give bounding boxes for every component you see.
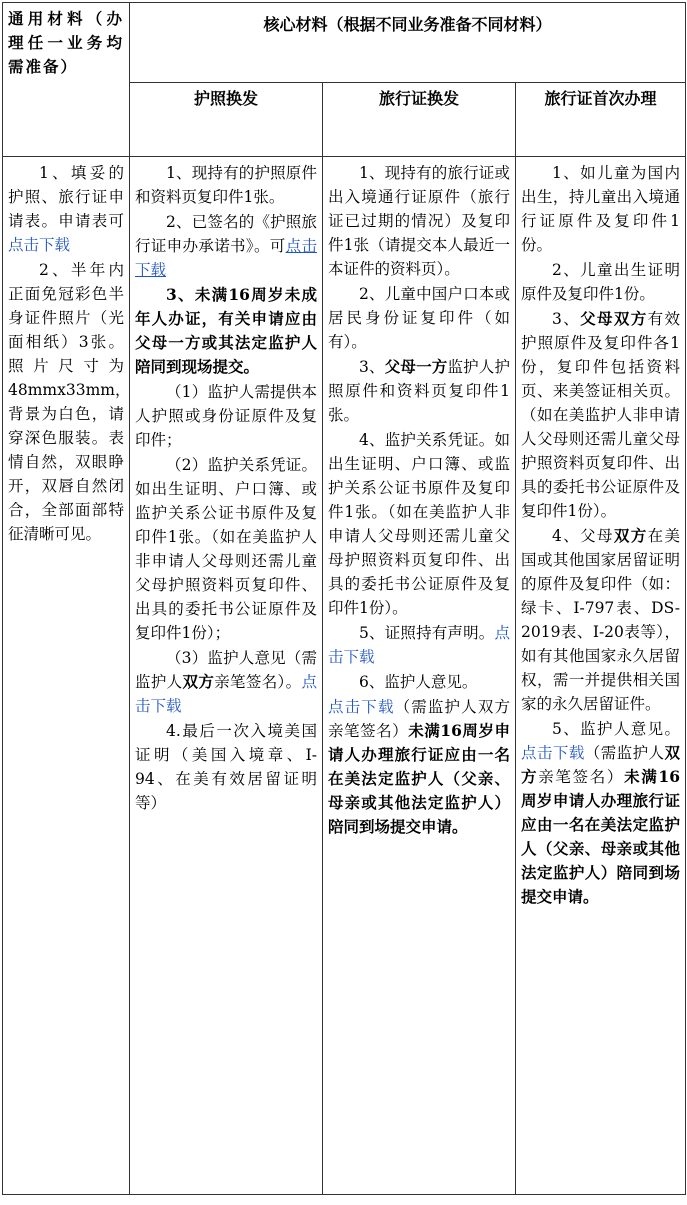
download-link[interactable]: 点击下载 xyxy=(135,237,317,279)
travel-doc-renewal-header: 旅行证换发 xyxy=(323,83,516,157)
requirements-table xyxy=(2,2,686,1195)
general-materials-header: 通用材料（办理任一业务均需准备） xyxy=(3,3,130,157)
general-materials-cell: 1、填妥的护照、旅行证申请表。申请表可点击下载 2、半年内正面免冠彩色半身证件照片（光面相纸）3张。照片尺寸为48mmx33mm，背景为白色，请穿深色服装。表情自然，双眼睁开，双唇自然闭合，全部面部特征清晰可见。 xyxy=(3,157,130,1195)
download-link[interactable]: 点击下载 xyxy=(328,698,395,716)
download-link[interactable]: 点击下载 xyxy=(521,744,585,762)
travel-doc-first-header: 旅行证首次办理 xyxy=(516,83,686,157)
travel-doc-first-cell: 1、如儿童为国内出生，持儿童出入境通行证原件及复印件1份。 2、儿童出生证明原件及复印件1份。 3、父母双方有效护照原件及复印件各1份，复印件包括资料页、来美签证相关页。（如在美监护人非申请人父母则还需儿童父母护照资料页复印件、出具的委托书公证原件及复印件1份）。 4、父母双方在美国或其他国家居留证明的原件及复印件（如：绿卡、I-797表、DS-2019表、I-20表等），如有其他国家永久居留权，需一并提供相关国家的永久居留证件。 5、监护人意见。点击下载（需监护人双方亲笔签名）未满16周岁申请人办理旅行证应由一名在美法定监护人（父亲、母亲或其他法定监护人）陪同到场提交申请。 xyxy=(516,157,686,1195)
core-materials-header: 核心材料（根据不同业务准备不同材料） xyxy=(130,3,686,83)
download-link[interactable]: 点击下载 xyxy=(135,673,317,715)
travel-doc-renewal-cell: 1、现持有的旅行证或出入境通行证原件（旅行证已过期的情况）及复印件1张（请提交本人最近一本证件的资料页）。 2、儿童中国户口本或居民身份证复印件（如有）。 3、父母一方监护人护照原件和资料页复印件1张。 4、监护关系凭证。如出生证明、户口簿、或监护关系公证书原件及复印件1张。（如在美监护人非申请人父母则还需儿童父母护照资料页复印件、出具的委托书公证原件及复印件1份）。 5、证照持有声明。点击下载 6、监护人意见。 点击下载（需监护人双方亲笔签名）未满16周岁申请人办理旅行证应由一名在美法定监护人（父亲、母亲或其他法定监护人）陪同到场提交申请。 xyxy=(323,157,516,1195)
download-link[interactable]: 点击下载 xyxy=(328,624,510,666)
passport-renewal-cell: 1、现持有的护照原件和资料页复印件1张。 2、已签名的《护照旅行证申办承诺书》。可点击下载 3、未满16周岁未成年人办证，有关申请应由父母一方或其法定监护人陪同到现场提交。 （1）监护人需提供本人护照或身份证原件及复印件； （2）监护关系凭证。如出生证明、户口簿、或监护关系公证书原件及复印件1张。（如在美监护人非申请人父母则还需儿童父母护照资料页复印件、出具的委托书公证原件及复印件1份）； （3）监护人意见（需监护人双方亲笔签名）。点击下载 4.最后一次入境美国证明（美国入境章、I-94、在美有效居留证明等） xyxy=(130,157,323,1195)
download-link[interactable]: 点击下载 xyxy=(8,236,71,254)
passport-renewal-header: 护照换发 xyxy=(130,83,323,157)
